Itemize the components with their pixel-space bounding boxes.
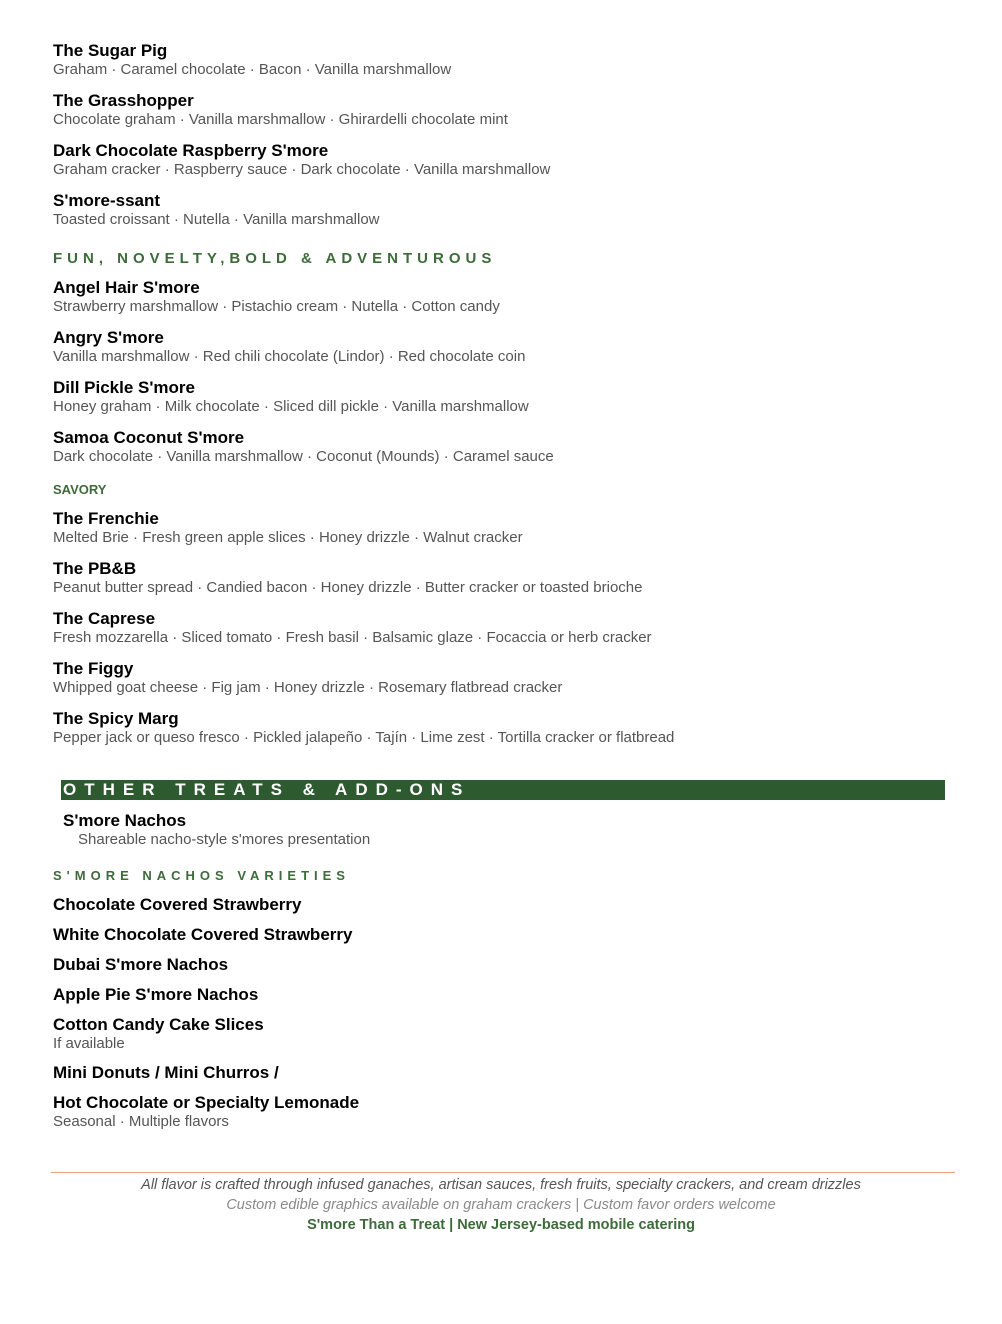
item-name: Samoa Coconut S'more (53, 428, 245, 447)
menu-item (53, 40, 953, 79)
item-description: Dark chocolate · Vanilla marshmallow · Coconut (Mounds) · Caramel sauce (53, 448, 554, 465)
footer-brand: S'more Than a Treat | New Jersey-based mobile catering (307, 1217, 695, 1233)
item-name: Angry S'more (53, 328, 164, 347)
variety-name: Cotton Candy Cake Slices (53, 1015, 264, 1034)
classic-list (53, 40, 953, 229)
fun-list (53, 277, 953, 466)
menu-top-section (53, 40, 953, 758)
item-name: The Spicy Marg (53, 709, 179, 728)
nachos-varieties (53, 866, 933, 1140)
menu-item (53, 140, 953, 179)
item-description: Toasted croissant · Nutella · Vanilla marshmallow (53, 211, 380, 228)
category-heading-savory: SAVORY (53, 482, 107, 497)
section-heading-other-treats: OTHER TREATS & ADD-ONS (61, 780, 945, 800)
item-name: The Caprese (53, 609, 156, 628)
category-heading-fun: FUN, NOVELTY,BOLD & ADVENTUROUS (53, 250, 497, 267)
item-name: Dill Pickle S'more (53, 378, 195, 397)
category-heading-varieties: S'MORE NACHOS VARIETIES (53, 868, 350, 883)
variety-name: Chocolate Covered Strawberry (53, 895, 302, 914)
variety-name: Apple Pie S'more Nachos (53, 985, 259, 1004)
menu-item (53, 427, 953, 466)
menu-item (53, 608, 953, 647)
item-name: Angel Hair S'more (53, 278, 200, 297)
variety-name: Mini Donuts / Mini Churros / (53, 1063, 279, 1082)
variety-name: Dubai S'more Nachos (53, 955, 229, 974)
item-name: The Frenchie (53, 509, 159, 528)
footer (0, 1175, 1002, 1235)
item-name: The PB&B (53, 559, 137, 578)
menu-item (53, 377, 953, 416)
item-description: Graham cracker · Raspberry sauce · Dark chocolate · Vanilla marshmallow (53, 161, 551, 178)
item-description: Melted Brie · Fresh green apple slices · Honey drizzle · Walnut cracker (53, 529, 523, 546)
variety-description: Seasonal · Multiple flavors (53, 1113, 229, 1130)
item-description: Shareable nacho-style s'mores presentation (78, 831, 371, 848)
nachos-item (63, 810, 370, 849)
item-description: Graham · Caramel chocolate · Bacon · Vanilla marshmallow (53, 61, 452, 78)
item-name: The Grasshopper (53, 91, 194, 110)
menu-item (53, 277, 953, 316)
item-name: The Sugar Pig (53, 41, 168, 60)
menu-item (53, 90, 953, 129)
variety-description: If available (53, 1035, 125, 1052)
savory-list (53, 508, 953, 747)
item-name: Dark Chocolate Raspberry S'more (53, 141, 329, 160)
item-description: Pepper jack or queso fresco · Pickled jalapeño · Tajín · Lime zest · Tortilla cracker or flatbread (53, 729, 675, 746)
item-description: Fresh mozzarella · Sliced tomato · Fresh basil · Balsamic glaze · Focaccia or herb cracker (53, 629, 652, 646)
menu-item (53, 558, 953, 597)
variety-name: White Chocolate Covered Strawberry (53, 925, 353, 944)
item-name: The Figgy (53, 659, 134, 678)
menu-item (53, 658, 953, 697)
item-description: Honey graham · Milk chocolate · Sliced dill pickle · Vanilla marshmallow (53, 398, 529, 415)
item-description: Strawberry marshmallow · Pistachio cream · Nutella · Cotton candy (53, 298, 500, 315)
item-description: Vanilla marshmallow · Red chili chocolate (Lindor) · Red chocolate coin (53, 348, 526, 365)
menu-item (53, 327, 953, 366)
footer-divider (51, 1172, 955, 1173)
item-name: S'more Nachos (63, 811, 187, 830)
variety-name: Hot Chocolate or Specialty Lemonade (53, 1093, 360, 1112)
item-description: Peanut butter spread · Candied bacon · Honey drizzle · Butter cracker or toasted brioche (53, 579, 643, 596)
footer-flavor-note: All flavor is crafted through infused ganaches, artisan sauces, fresh fruits, specialty crackers, and cream drizzles (141, 1177, 861, 1193)
item-description: Whipped goat cheese · Fig jam · Honey drizzle · Rosemary flatbread cracker (53, 679, 563, 696)
footer-custom-note: Custom edible graphics available on graham crackers | Custom favor orders welcome (226, 1197, 776, 1213)
item-name: S'more-ssant (53, 191, 161, 210)
menu-item (53, 190, 953, 229)
menu-item (53, 508, 953, 547)
menu-item (53, 708, 953, 747)
item-description: Chocolate graham · Vanilla marshmallow · Ghirardelli chocolate mint (53, 111, 508, 128)
